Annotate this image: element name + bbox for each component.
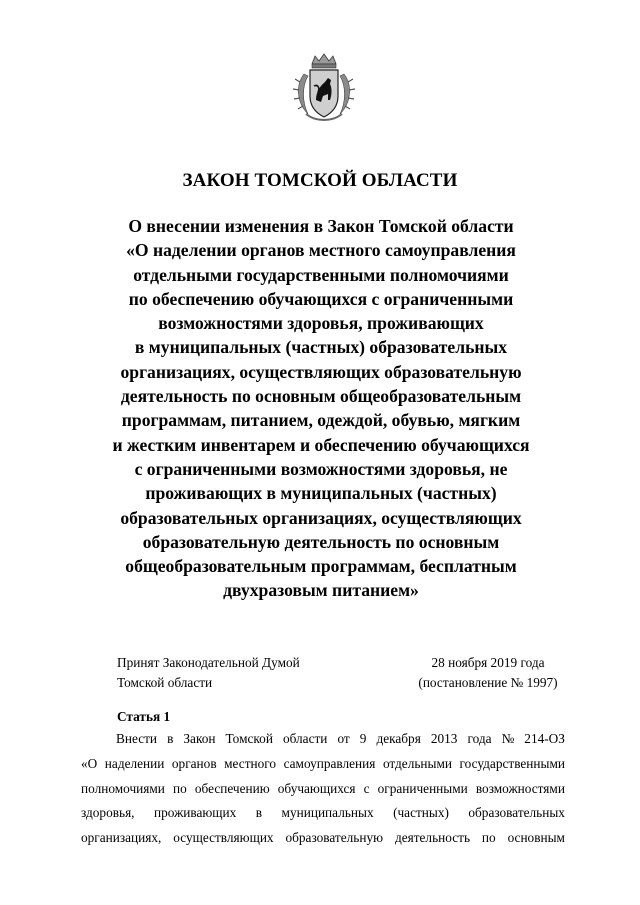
subtitle-line: с ограниченными возможностями здоровья, не bbox=[134, 458, 508, 479]
article-word: 9 bbox=[359, 731, 367, 746]
article-heading: Статья 1 bbox=[117, 709, 171, 724]
subtitle-line: двухразовым питанием» bbox=[223, 580, 419, 601]
subtitle-line: возможностями здоровья, проживающих bbox=[158, 313, 484, 334]
article-word: Внести bbox=[116, 731, 158, 746]
resolution-number: (постановление № 1997) bbox=[418, 674, 558, 690]
article-word: (частных) bbox=[393, 805, 449, 821]
article-word: государственными bbox=[459, 755, 565, 771]
article-word: муниципальных bbox=[281, 805, 374, 821]
adopted-date: 28 ноября 2019 года bbox=[431, 655, 545, 670]
article-word: обучающихся bbox=[277, 780, 356, 796]
article-word: Закон bbox=[183, 731, 216, 746]
article-word: проживающих bbox=[153, 805, 237, 821]
article-line bbox=[81, 777, 565, 802]
subtitle-line: проживающих в муниципальных (частных) bbox=[145, 483, 497, 504]
article-line bbox=[81, 826, 565, 851]
article-body bbox=[81, 727, 565, 851]
article-word: 214-ОЗ bbox=[524, 731, 565, 746]
article-word: самоуправления bbox=[283, 755, 376, 771]
article-word: года bbox=[467, 731, 492, 746]
document-title: ЗАКОН ТОМСКОЙ ОБЛАСТИ bbox=[182, 170, 458, 191]
subtitle-line: отдельными государственными полномочиями bbox=[133, 264, 509, 285]
subtitle-line: образовательную деятельность по основным bbox=[142, 531, 500, 552]
article-word: здоровья, bbox=[81, 805, 135, 821]
article-word: полномочиями bbox=[81, 780, 165, 796]
article-word: в bbox=[255, 805, 263, 821]
subtitle-line: организациях, осуществляющих образовательную bbox=[120, 361, 522, 382]
article-word: образовательную bbox=[285, 830, 384, 846]
article-word: местного bbox=[224, 755, 277, 771]
article-word: образовательных bbox=[468, 805, 565, 821]
subtitle-line: общеобразовательным программам, бесплатным bbox=[125, 556, 517, 577]
article-word: основным bbox=[507, 830, 565, 846]
article-word: «О bbox=[81, 755, 98, 771]
subtitle-line: О внесении изменения в Закон Томской области bbox=[128, 216, 514, 236]
article-word: организациях, bbox=[81, 830, 162, 846]
adoption-body bbox=[117, 653, 300, 692]
article-word: с bbox=[363, 780, 370, 796]
subtitle-line: образовательных организациях, осуществляющих bbox=[120, 507, 522, 528]
article-line bbox=[81, 752, 565, 777]
tomsk-region-coat-of-arms-icon bbox=[290, 52, 358, 124]
subtitle-line: программам, питанием, одеждой, обувью, мягким bbox=[121, 410, 521, 431]
article-word: органов bbox=[171, 755, 217, 771]
law-subtitle bbox=[60, 214, 582, 603]
article-word: по bbox=[173, 780, 187, 796]
subtitle-line: и жестким инвентарем и обеспечению обучающихся bbox=[112, 434, 530, 455]
article-word: деятельность bbox=[394, 830, 471, 846]
article-word: отдельными bbox=[382, 755, 452, 771]
article-word: 2013 bbox=[430, 731, 458, 746]
article-word: области bbox=[282, 731, 328, 746]
article-word: обеспечению bbox=[194, 780, 270, 796]
article-word: в bbox=[167, 731, 174, 746]
adoption-date-block bbox=[413, 653, 563, 692]
article-word: декабря bbox=[376, 731, 421, 746]
article-word: от bbox=[337, 731, 350, 746]
article-word: возможностями bbox=[475, 780, 565, 796]
adopted-by-line: Томской области bbox=[117, 674, 213, 690]
subtitle-line: деятельность по основным общеобразовательным bbox=[120, 386, 522, 407]
subtitle-line: по обеспечению обучающихся с ограниченными bbox=[128, 288, 514, 309]
adopted-by-line: Принят Законодательной Думой bbox=[117, 655, 300, 670]
article-word: Томской bbox=[225, 731, 273, 746]
subtitle-line: «О наделении органов местного самоуправления bbox=[126, 240, 516, 261]
subtitle-line: в муниципальных (частных) образовательных bbox=[134, 337, 508, 358]
article-word: осуществляющих bbox=[173, 830, 274, 846]
article-line bbox=[81, 727, 565, 752]
article-word: по bbox=[481, 830, 496, 846]
article-word: наделении bbox=[104, 755, 165, 771]
article-line bbox=[81, 801, 565, 826]
article-word: № bbox=[501, 731, 515, 746]
article-word: ограниченными bbox=[377, 780, 468, 796]
